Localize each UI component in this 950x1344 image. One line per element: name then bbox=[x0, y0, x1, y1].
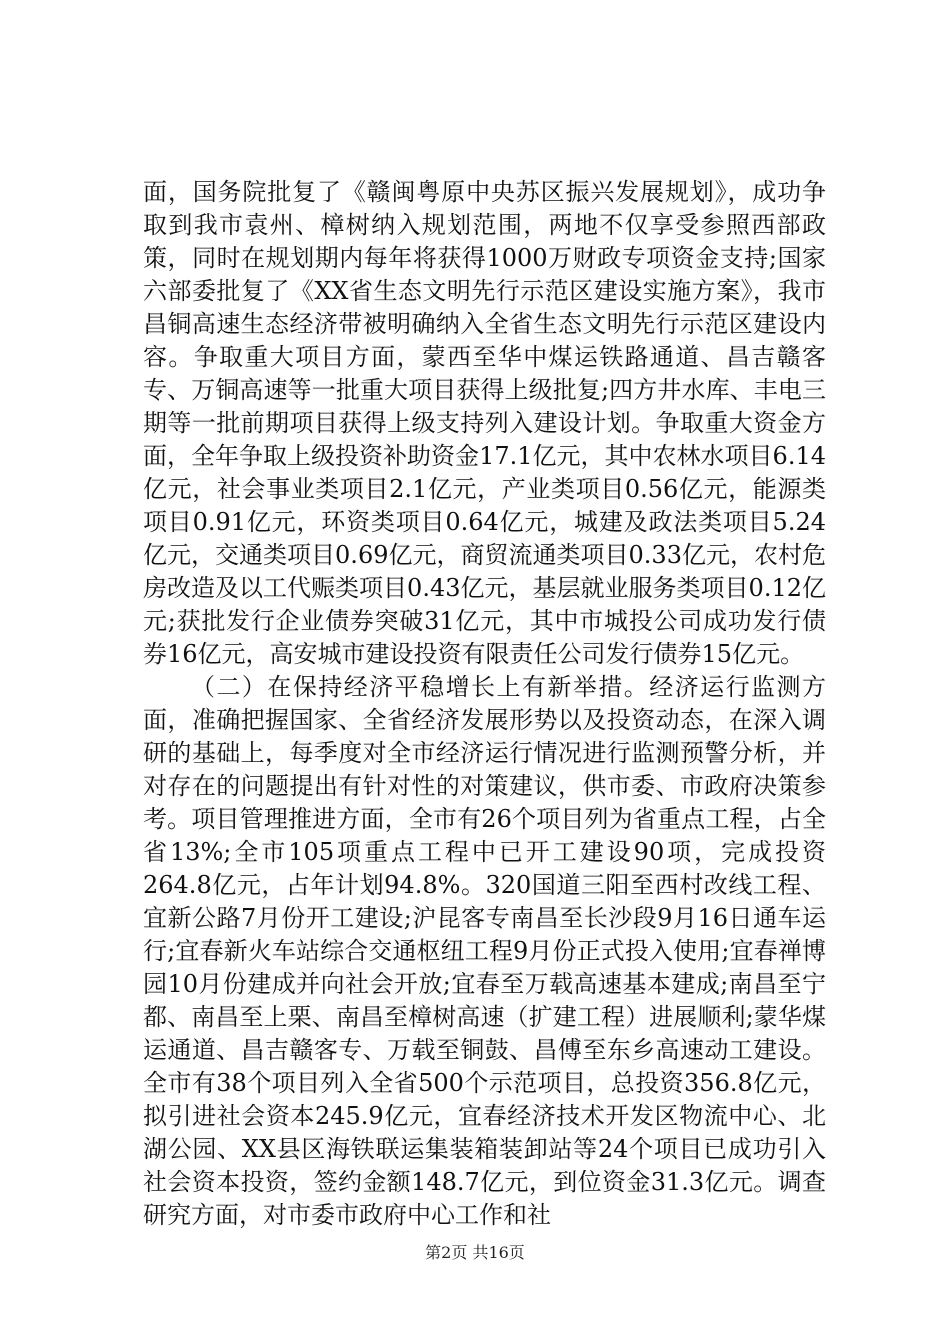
page-number-footer: 第2页 共16页 bbox=[425, 1243, 525, 1262]
document-body bbox=[143, 176, 826, 1232]
paragraph-continued: 面，国务院批复了《赣闽粤原中央苏区振兴发展规划》，成功争取到我市袁州、樟树纳入规划范围，两地不仅享受参照西部政策，同时在规划期内每年将获得1000万财政专项资金支持;国家六部委批复了《XX省生态文明先行示范区建设实施方案》，我市昌铜高速生态经济带被明确纳入全省生态文明先行示范区建设内容。争取重大项目方面，蒙西至华中煤运铁路通道、昌吉赣客专、万铜高速等一批重大项目获得上级批复;四方井水库、丰电三期等一批前期项目获得上级支持列入建设计划。争取重大资金方面，全年争取上级投资补助资金17.1亿元，其中农林水项目6.14亿元，社会事业类项目2.1亿元，产业类项目0.56亿元，能源类项目0.91亿元，环资类项目0.64亿元，城建及政法类项目5.24亿元，交通类项目0.69亿元，商贸流通类项目0.33亿元，农村危房改造及以工代赈类项目0.43亿元，基层就业服务类项目0.12亿元;获批发行企业债券突破31亿元，其中市城投公司成功发行债券16亿元，高安城市建设投资有限责任公司发行债券15亿元。 bbox=[143, 178, 826, 668]
paragraph-section-two: （二）在保持经济平稳增长上有新举措。经济运行监测方面，准确把握国家、全省经济发展形势以及投资动态，在深入调研的基础上，每季度对全市经济运行情况进行监测预警分析，并对存在的问题提出有针对性的对策建议，供市委、市政府决策参考。项目管理推进方面，全市有26个项目列为省重点工程，占全省13%;全市105项重点工程中已开工建设90项，完成投资264.8亿元，占年计划94.8%。320国道三阳至西村改线工程、宜新公路7月份开工建设;沪昆客专南昌至长沙段9月16日通车运行;宜春新火车站综合交通枢纽工程9月份正式投入使用;宜春禅博园10月份建成并向社会开放;宜春至万载高速基本建成;南昌至宁都、南昌至上栗、南昌至樟树高速（扩建工程）进展顺利;蒙华煤运通道、昌吉赣客专、万载至铜鼓、昌傅至东乡高速动工建设。全市有38个项目列入全省500个示范项目，总投资356.8亿元，拟引进社会资本245.9亿元，宜春经济技术开发区物流中心、北湖公园、XX县区海铁联运集装箱装卸站等24个项目已成功引入社会资本投资，签约金额148.7亿元，到位资金31.3亿元。调查研究方面，对市委市政府中心工作和社 bbox=[143, 673, 826, 1229]
